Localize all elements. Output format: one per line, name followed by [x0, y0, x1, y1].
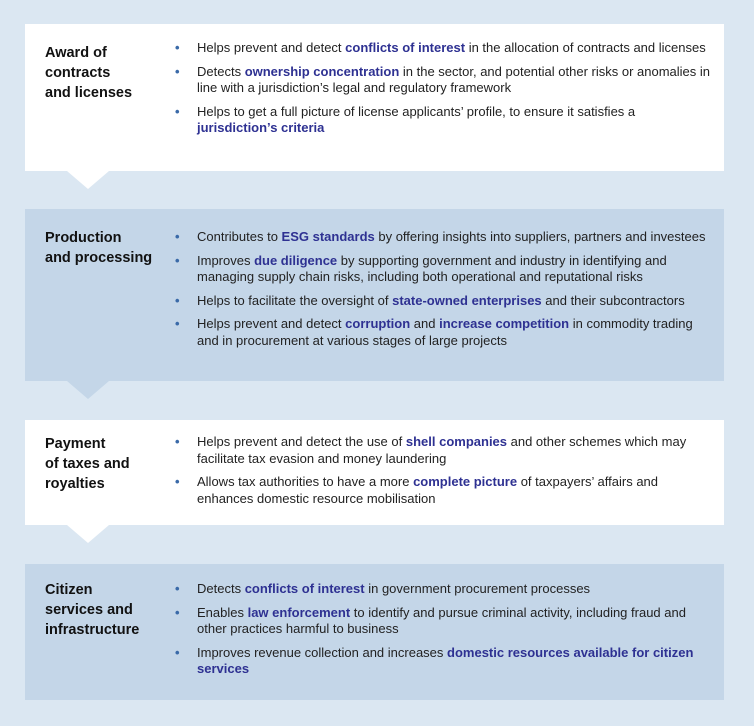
highlight-term: complete picture — [413, 474, 518, 489]
bullet-item — [173, 293, 713, 310]
bullet-text: Enables — [197, 604, 248, 620]
bullet-text: Improves revenue collection and increases — [197, 644, 448, 660]
bullet-text: by supporting government and industry in identifying and managing supply chain risks, including both operational and reputational risks — [197, 252, 667, 284]
bullet-text: in commodity trading and in procurement at various stages of large projects — [197, 316, 693, 348]
bullet-dot-icon: • — [175, 292, 180, 308]
bullet-item — [173, 229, 713, 246]
bullet-item — [173, 581, 713, 598]
bullet-text: in the sector, and potential other risks or anomalies in line with a jurisdiction’s legal and regulatory framework — [197, 63, 710, 95]
bullet-item — [173, 40, 713, 57]
bullet-text: in government procurement processes — [364, 581, 591, 596]
bullet-text: by offering insights into suppliers, partners and investees — [374, 229, 706, 244]
highlight-term: corruption — [345, 316, 411, 331]
highlight-term: conflicts of interest — [244, 581, 365, 596]
highlight-term: domestic resources available for citizen services — [197, 644, 694, 676]
down-arrow-icon — [67, 381, 109, 399]
bullet-item — [173, 64, 713, 97]
bullet-list — [173, 40, 713, 144]
bullet-dot-icon: • — [175, 604, 180, 620]
section-title: Production and processing — [45, 230, 153, 266]
bullet-text: Helps to get a full picture of license applicants’ profile, to ensure it satisfies a — [197, 103, 636, 119]
bullet-dot-icon: • — [175, 63, 180, 79]
section-citizen-services — [25, 564, 724, 700]
bullet-text: Allows tax authorities to have a more — [197, 474, 414, 489]
bullet-dot-icon: • — [175, 229, 180, 244]
bullet-dot-icon: • — [175, 316, 180, 331]
bullet-list — [173, 229, 713, 356]
section-title: Citizen services and infrastructure — [45, 582, 140, 638]
section-award-of-contracts — [25, 24, 724, 171]
bullet-item — [173, 104, 713, 137]
bullet-text: to identify and pursue criminal activity, including fraud and other practices harmful to business — [197, 604, 686, 636]
bullet-dot-icon: • — [175, 252, 180, 268]
down-arrow-icon — [67, 171, 109, 189]
bullet-text: Helps prevent and detect the use of — [197, 434, 406, 449]
bullet-dot-icon: • — [175, 434, 180, 449]
bullet-item — [173, 605, 713, 638]
section-payment-of-taxes — [25, 420, 724, 525]
bullet-text: and other schemes which may facilitate tax evasion and money laundering — [197, 434, 687, 466]
highlight-term: conflicts of interest — [345, 40, 466, 55]
bullet-dot-icon: • — [175, 40, 180, 55]
bullet-text: Detects — [197, 63, 245, 79]
bullet-item — [173, 253, 713, 286]
bullet-item — [173, 474, 713, 507]
bullet-dot-icon: • — [175, 644, 180, 660]
bullet-text: in the allocation of contracts and licenses — [465, 40, 706, 55]
bullet-text: Helps prevent and detect — [197, 316, 346, 331]
highlight-term: jurisdiction’s criteria — [197, 120, 325, 135]
bullet-text: and their subcontractors — [541, 292, 685, 308]
highlight-term: shell companies — [405, 434, 508, 449]
bullet-item — [173, 316, 713, 349]
highlight-term: state-owned enterprises — [392, 292, 542, 308]
bullet-text: Contributes to — [197, 229, 282, 244]
highlight-term: ESG standards — [281, 229, 375, 244]
highlight-term: ownership concentration — [244, 63, 400, 79]
bullet-dot-icon: • — [175, 581, 180, 596]
bullet-dot-icon: • — [175, 103, 180, 119]
highlight-term: increase competition — [439, 316, 570, 331]
bullet-text: Detects — [197, 581, 245, 596]
highlight-term: law enforcement — [247, 604, 351, 620]
highlight-term: due diligence — [254, 252, 338, 268]
section-title: Payment of taxes and royalties — [45, 436, 130, 492]
section-production-and-processing — [25, 209, 724, 381]
bullet-text: and — [410, 316, 440, 331]
bullet-dot-icon: • — [175, 474, 180, 489]
bullet-item — [173, 645, 713, 678]
down-arrow-icon — [67, 525, 109, 543]
bullet-text: Improves — [197, 252, 255, 268]
bullet-text: Helps to facilitate the oversight of — [197, 292, 393, 308]
section-title: Award of contracts and licenses — [45, 45, 133, 101]
bullet-text: Helps prevent and detect — [197, 40, 346, 55]
bullet-item — [173, 434, 713, 467]
bullet-list — [173, 581, 713, 685]
bullet-text: of taxpayers’ affairs and enhances domestic resource mobilisation — [197, 474, 659, 506]
bullet-list — [173, 434, 713, 514]
